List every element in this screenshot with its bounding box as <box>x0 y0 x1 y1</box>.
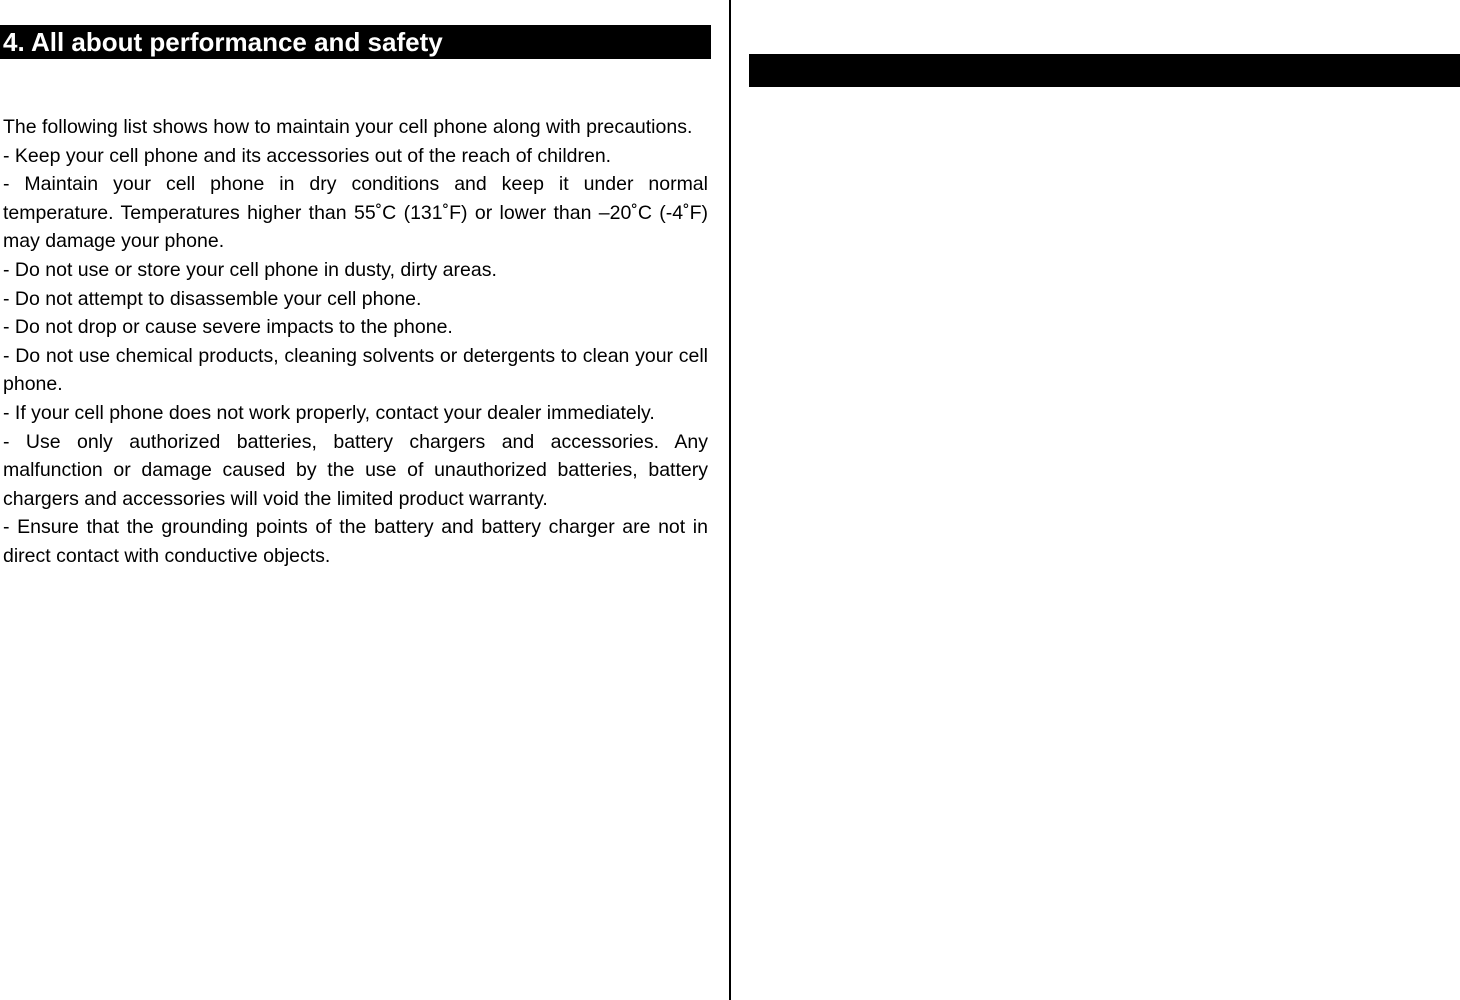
body-text <box>3 113 708 571</box>
list-item: - Do not use or store your cell phone in dusty, dirty areas. <box>3 258 497 281</box>
list-item: - Do not drop or cause severe impacts to the phone. <box>3 316 453 339</box>
right-header-bar <box>749 54 1460 87</box>
list-item: - Do not use chemical products, cleaning solvents or detergents to clean your cell phone. <box>3 344 708 396</box>
list-item: - If your cell phone does not work properly, contact your dealer immediately. <box>3 401 655 424</box>
section-title: 4. All about performance and safety <box>0 25 711 59</box>
intro-paragraph: The following list shows how to maintain your cell phone along with precautions. <box>3 116 693 138</box>
left-page <box>0 0 711 1000</box>
list-item: - Do not attempt to disassemble your cell phone. <box>3 287 422 310</box>
list-item: - Ensure that the grounding points of the battery and battery charger are not in direct contact with conductive objects. <box>3 516 708 567</box>
list-item: - Maintain your cell phone in dry conditions and keep it under normal temperature. Temperatures higher than 55˚C (131˚F) or lower than –20˚C (-4˚F) may damage your phone. <box>3 173 708 253</box>
right-page <box>731 0 1460 1000</box>
list-item: - Keep your cell phone and its accessories out of the reach of children. <box>3 144 612 167</box>
list-item: - Use only authorized batteries, battery chargers and accessories. Any malfunction or damage caused by the use of unauthorized batteries, battery chargers and accessories will void the limited product warranty. <box>3 430 708 510</box>
